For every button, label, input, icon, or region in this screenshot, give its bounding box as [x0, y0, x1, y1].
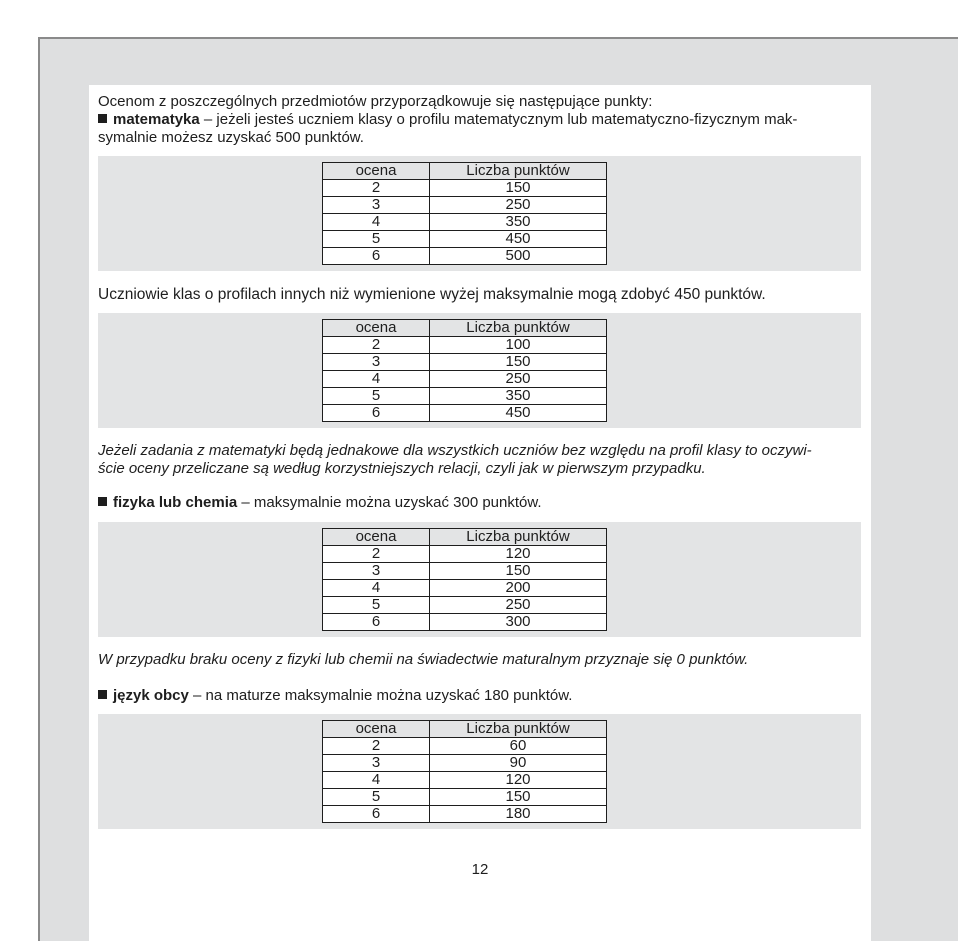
- math-text-line1: – jeżeli jesteś uczniem klasy o profilu matematycznym lub matematyczno-fizycznym mak-: [199, 111, 798, 128]
- table3: [322, 528, 607, 631]
- table-row: [323, 214, 607, 231]
- grade-cell: 2: [323, 738, 430, 755]
- math-text-line2: symalnie możesz uzyskać 500 punktów.: [98, 129, 364, 146]
- points-cell: 90: [430, 755, 607, 772]
- table2: [322, 319, 607, 422]
- grade-cell: 5: [323, 231, 430, 248]
- points-cell: 300: [430, 614, 607, 631]
- grade-cell: 2: [323, 180, 430, 197]
- physics-bullet-line: [98, 494, 542, 512]
- grade-cell: 3: [323, 354, 430, 371]
- points-cell: 250: [430, 197, 607, 214]
- header-grade: ocena: [323, 163, 430, 180]
- intro-text: Ocenom z poszczególnych przedmiotów przyporządkowuje się następujące punkty:: [98, 93, 653, 110]
- other-profiles-text: Uczniowie klas o profilach innych niż wymienione wyżej maksymalnie mogą zdobyć 450 punktów.: [98, 286, 766, 303]
- points-cell: 120: [430, 772, 607, 789]
- grade-cell: 6: [323, 806, 430, 823]
- grade-cell: 5: [323, 388, 430, 405]
- math-label: matematyka: [113, 111, 200, 128]
- table-row: [323, 614, 607, 631]
- header-grade: ocena: [323, 529, 430, 546]
- points-cell: 450: [430, 231, 607, 248]
- grade-cell: 2: [323, 546, 430, 563]
- bullet-square-icon: [98, 690, 107, 699]
- table-row: [323, 806, 607, 823]
- math-note-line2: ście oceny przeliczane są według korzystniejszych relacji, czyli jak w pierwszym przypadku.: [98, 460, 706, 477]
- physics-label: fizyka lub chemia: [113, 494, 238, 511]
- points-cell: 150: [430, 563, 607, 580]
- header-points: Liczba punktów: [430, 529, 607, 546]
- grade-cell: 4: [323, 371, 430, 388]
- table-row: [323, 371, 607, 388]
- physics-text: – maksymalnie można uzyskać 300 punktów.: [237, 494, 542, 511]
- table-row: [323, 354, 607, 371]
- table-row: [323, 563, 607, 580]
- points-cell: 150: [430, 354, 607, 371]
- header-grade: ocena: [323, 320, 430, 337]
- math-bullet-line: [98, 111, 797, 129]
- grade-cell: 6: [323, 248, 430, 265]
- table1: [322, 162, 607, 265]
- language-bullet-line: [98, 687, 572, 705]
- table4: [322, 720, 607, 823]
- points-cell: 250: [430, 597, 607, 614]
- header-points: Liczba punktów: [430, 320, 607, 337]
- table-row: [323, 772, 607, 789]
- bullet-square-icon: [98, 497, 107, 506]
- table-row: [323, 738, 607, 755]
- points-cell: 500: [430, 248, 607, 265]
- table-header-row: [323, 721, 607, 738]
- math-note-line1: Jeżeli zadania z matematyki będą jednakowe dla wszystkich uczniów bez względu na profil klasy to oczywi-: [98, 442, 812, 459]
- grade-cell: 5: [323, 597, 430, 614]
- table-header-row: [323, 320, 607, 337]
- page-number: 12: [471, 861, 489, 878]
- points-cell: 200: [430, 580, 607, 597]
- points-cell: 350: [430, 214, 607, 231]
- table-row: [323, 231, 607, 248]
- header-grade: ocena: [323, 721, 430, 738]
- table-row: [323, 197, 607, 214]
- language-text: – na maturze maksymalnie można uzyskać 180 punktów.: [188, 687, 573, 704]
- grade-cell: 6: [323, 405, 430, 422]
- grade-cell: 3: [323, 563, 430, 580]
- grade-cell: 3: [323, 755, 430, 772]
- table-header-row: [323, 163, 607, 180]
- points-cell: 60: [430, 738, 607, 755]
- table-row: [323, 337, 607, 354]
- grade-cell: 6: [323, 614, 430, 631]
- grade-cell: 3: [323, 197, 430, 214]
- table-row: [323, 248, 607, 265]
- table-row: [323, 755, 607, 772]
- points-cell: 120: [430, 546, 607, 563]
- physics-note: W przypadku braku oceny z fizyki lub chemii na świadectwie maturalnym przyznaje się 0 punktów.: [98, 651, 749, 668]
- table-header-row: [323, 529, 607, 546]
- table-row: [323, 546, 607, 563]
- points-cell: 150: [430, 789, 607, 806]
- page-footer: [89, 847, 871, 941]
- bullet-square-icon: [98, 114, 107, 123]
- header-points: Liczba punktów: [430, 163, 607, 180]
- points-cell: 350: [430, 388, 607, 405]
- points-cell: 450: [430, 405, 607, 422]
- points-cell: 150: [430, 180, 607, 197]
- grade-cell: 4: [323, 580, 430, 597]
- table-row: [323, 180, 607, 197]
- grade-cell: 2: [323, 337, 430, 354]
- table-row: [323, 580, 607, 597]
- table-row: [323, 597, 607, 614]
- grade-cell: 4: [323, 772, 430, 789]
- table-row: [323, 405, 607, 422]
- points-cell: 250: [430, 371, 607, 388]
- language-label: język obcy: [113, 687, 189, 704]
- table-row: [323, 789, 607, 806]
- header-points: Liczba punktów: [430, 721, 607, 738]
- grade-cell: 5: [323, 789, 430, 806]
- points-cell: 100: [430, 337, 607, 354]
- grade-cell: 4: [323, 214, 430, 231]
- points-cell: 180: [430, 806, 607, 823]
- table-row: [323, 388, 607, 405]
